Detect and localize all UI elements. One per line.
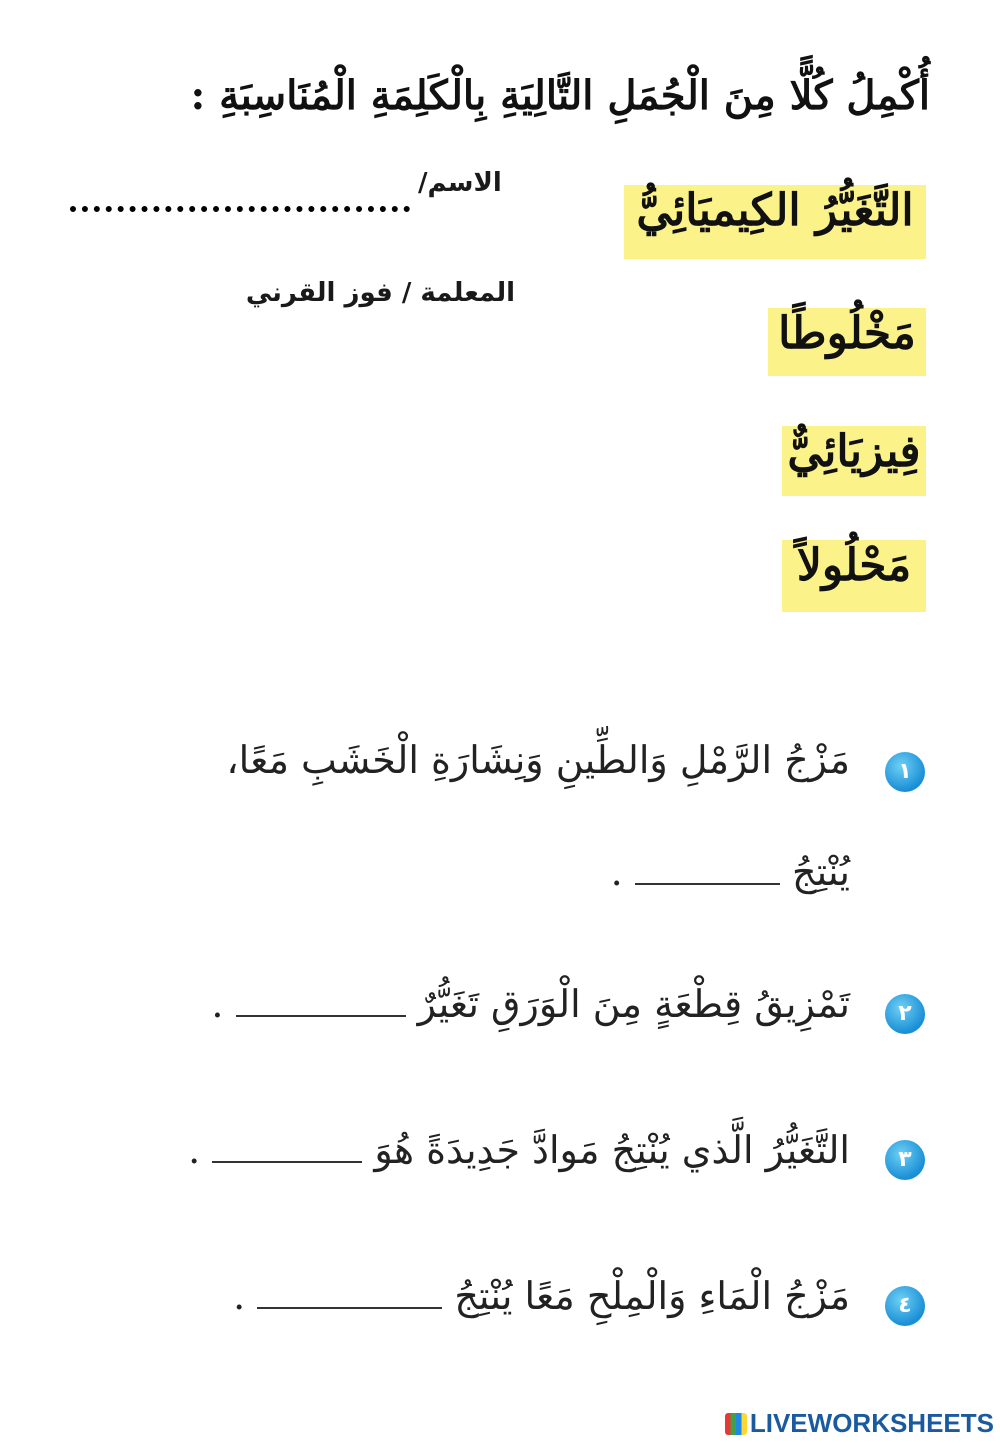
answer-blank[interactable]	[212, 1161, 362, 1163]
answer-blank[interactable]	[257, 1307, 442, 1309]
brand-text: LIVEWORKSHEETS	[749, 1408, 994, 1438]
question-text: التَّغَيُّرُ الَّذي يُنْتِجُ مَوادَّ جَدِيدَةً هُوَ	[374, 1128, 850, 1172]
period: .	[211, 982, 224, 1026]
question-text-line2	[611, 850, 850, 894]
question-number-badge: ١	[885, 752, 925, 792]
word-bank-item[interactable]: مَخْلُوطًا	[768, 308, 926, 376]
question-text: يُنْتِجُ	[791, 850, 850, 894]
word-bank-item[interactable]: مَحْلُولاً	[782, 540, 926, 612]
answer-blank[interactable]	[635, 883, 780, 885]
question-line	[211, 982, 850, 1026]
question-number-badge: ٣	[885, 1140, 925, 1180]
liveworksheets-icon	[725, 1413, 747, 1435]
liveworksheets-logo	[725, 1408, 994, 1439]
period: .	[233, 1274, 246, 1318]
teacher-name: المعلمة / فوز القرني	[245, 278, 515, 308]
question-number-badge: ٢	[885, 994, 925, 1034]
period: .	[610, 850, 623, 894]
period: .	[188, 1128, 201, 1172]
question-line	[233, 1274, 850, 1318]
answer-blank[interactable]	[236, 1015, 406, 1017]
question-text: مَزْجُ الرَّمْلِ وَالطِّينِ وَنِشَارَةِ الْخَشَبِ مَعًا،	[226, 738, 850, 782]
word-bank-item[interactable]: فِيزيَائِيٌّ	[782, 426, 926, 496]
question-text: تَمْزِيقُ قِطْعَةٍ مِنَ الْوَرَقِ تَغَيُّرٌ	[417, 982, 850, 1026]
worksheet-title: أُكْمِلُ كُلًّا مِنَ الْجُمَلِ التَّالِيَةِ بِالْكَلِمَةِ الْمُنَاسِبَةِ :	[190, 72, 930, 119]
word-bank-item[interactable]: التَّغَيُّرُ الكِيميَائِيُّ	[624, 185, 926, 259]
question-text: مَزْجُ الْمَاءِ وَالْمِلْحِ مَعًا يُنْتِجُ	[454, 1274, 850, 1318]
name-field[interactable]	[70, 172, 410, 212]
question-line	[188, 1128, 850, 1172]
question-number-badge: ٤	[885, 1286, 925, 1326]
name-label: الاسم/	[418, 168, 502, 198]
